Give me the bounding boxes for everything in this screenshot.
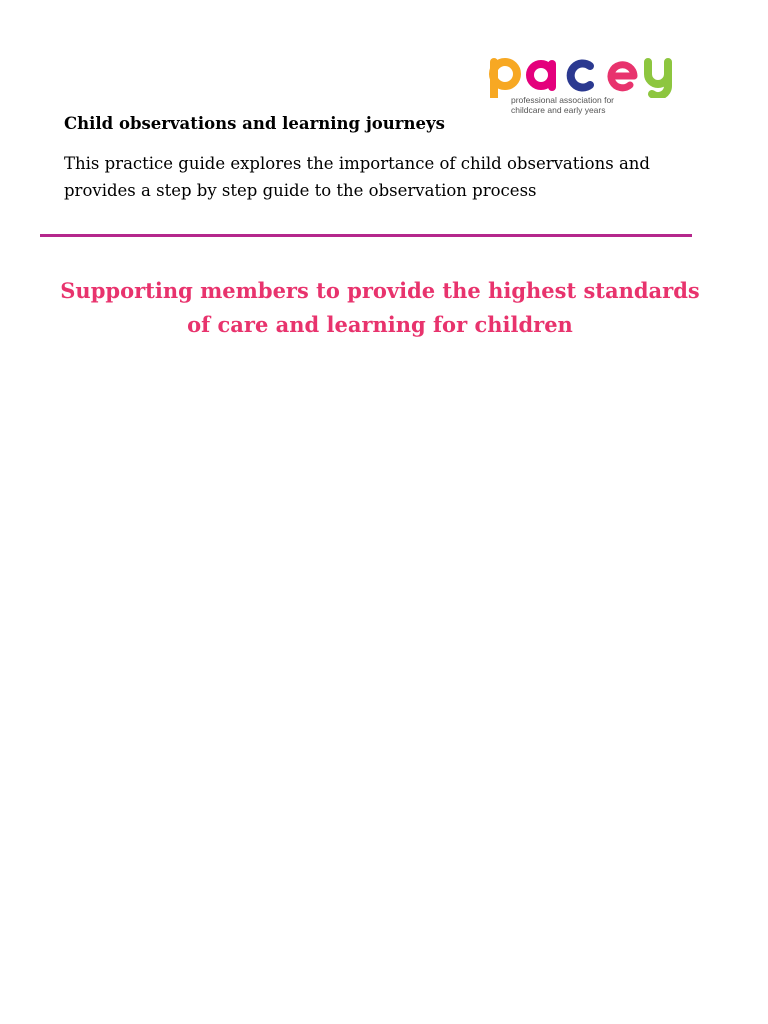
pacey-wordmark-icon — [486, 50, 692, 98]
mission-tagline: Supporting members to provide the highest standards of care and learning for children — [60, 278, 700, 337]
document-intro: This practice guide explores the importance of child observations and provides a step by step guide to the observation process — [64, 154, 650, 200]
section-divider — [40, 234, 692, 237]
logo-tagline: professional association for childcare and early years — [511, 95, 615, 115]
pacey-logo — [486, 50, 692, 116]
document-title: Child observations and learning journeys — [64, 114, 445, 133]
